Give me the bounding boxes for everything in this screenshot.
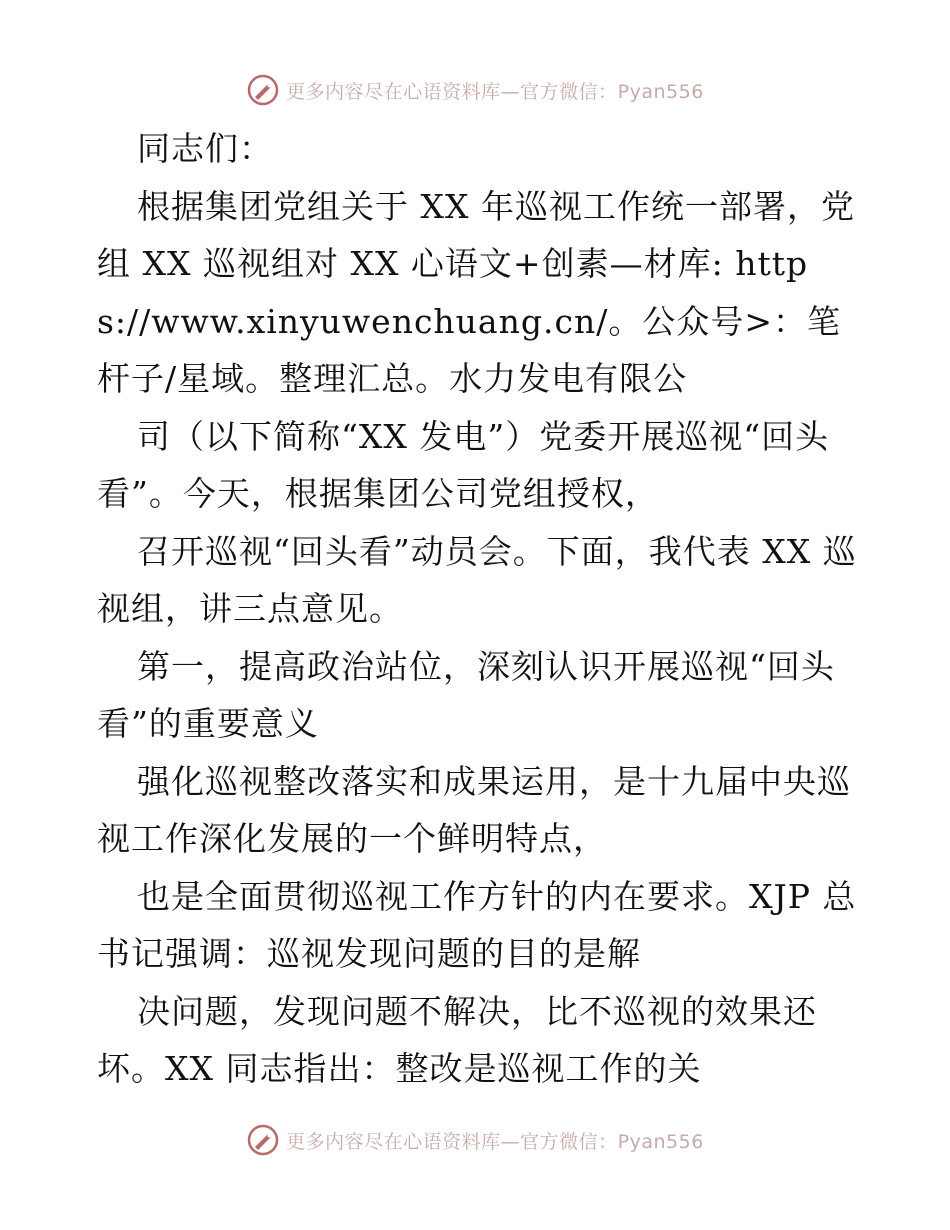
header-watermark xyxy=(0,72,950,108)
paragraph: 根据集团党组关于 XX 年巡视工作统一部署，党组 XX 巡视组对 XX 心语文+创素—材库: https://www.xinyuwenchuang.cn/。公众号>：笔杆子/星域。整理汇总。水力发电有限公 xyxy=(97,186,855,398)
watermark-text: 更多内容尽在心语资料库—官方微信：Pyan556 xyxy=(286,80,704,103)
paragraph: 召开巡视“回头看”动员会。下面，我代表 XX 巡视组，讲三点意见。 xyxy=(97,531,857,628)
paragraph: 同志们： xyxy=(137,129,273,168)
pen-nib-icon xyxy=(246,1123,280,1157)
paragraph: 司（以下简称“XX 发电”）党委开展巡视“回头看”。今天，根据集团公司党组授权， xyxy=(97,416,830,513)
watermark-text: 更多内容尽在心语资料库—官方微信：Pyan556 xyxy=(286,1130,704,1153)
document-body xyxy=(97,120,857,1098)
paragraph: 也是全面贯彻巡视工作方针的内在要求。XJP 总书记强调：巡视发现问题的目的是解 xyxy=(97,876,857,973)
footer-watermark xyxy=(0,1122,950,1158)
paragraph: 强化巡视整改落实和成果运用，是十九届中央巡视工作深化发展的一个鲜明特点， xyxy=(97,761,851,858)
pen-nib-icon xyxy=(246,73,280,107)
paragraph: 决问题，发现问题不解决，比不巡视的效果还坏。XX 同志指出：整改是巡视工作的关 xyxy=(97,991,817,1088)
paragraph: 第一，提高政治站位，深刻认识开展巡视“回头看”的重要意义 xyxy=(97,646,835,743)
